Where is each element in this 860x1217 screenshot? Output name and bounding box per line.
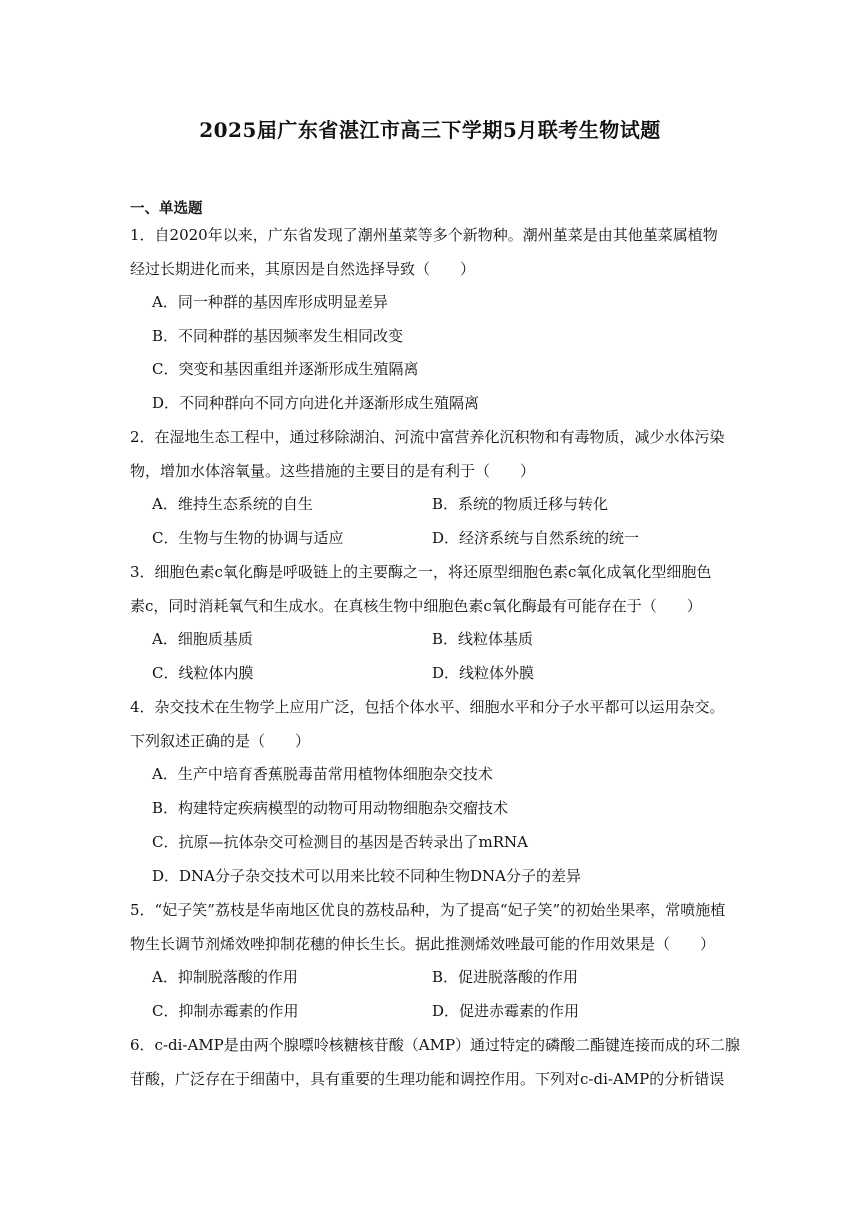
- question-2-option-b: B．系统的物质迁移与转化: [432, 495, 609, 513]
- question-2-stem-line-1: 2．在湿地生态工程中，通过移除湖泊、河流中富营养化沉积物和有毒物质，减少水体污染: [130, 428, 725, 446]
- question-2-option-c: C．生物与生物的协调与适应: [152, 529, 344, 547]
- question-3-option-a: A．细胞质基质: [152, 630, 253, 648]
- question-1-stem-line-1: 1．自2020年以来，广东省发现了潮州堇菜等多个新物种。潮州堇菜是由其他堇菜属植物: [130, 226, 718, 244]
- question-2-stem-line-2: 物，增加水体溶氧量。这些措施的主要目的是有利于（ ）: [130, 462, 536, 480]
- question-6-stem-line-2: 苷酸，广泛存在于细菌中，具有重要的生理功能和调控作用。下列对c-di-AMP的分析错误: [130, 1070, 725, 1088]
- question-2-option-d: D．经济系统与自然系统的统一: [432, 529, 640, 547]
- question-4-option-a: A．生产中培育香蕉脱毒苗常用植物体细胞杂交技术: [152, 765, 493, 783]
- question-5-option-b: B．促进脱落酸的作用: [432, 968, 579, 986]
- question-3-stem-line-1: 3．细胞色素c氧化酶是呼吸链上的主要酶之一，将还原型细胞色素c氧化成氧化型细胞色: [130, 563, 712, 581]
- question-4-option-b: B．构建特定疾病模型的动物可用动物细胞杂交瘤技术: [152, 799, 509, 817]
- question-1-option-b: B．不同种群的基因频率发生相同改变: [152, 327, 404, 345]
- question-4-option-c: C．抗原—抗体杂交可检测目的基因是否转录出了mRNA: [152, 833, 528, 851]
- section-heading: 一、单选题: [130, 200, 203, 217]
- question-3-option-b: B．线粒体基质: [432, 630, 534, 648]
- question-6-stem-line-1: 6．c-di-AMP是由两个腺嘌呤核糖核苷酸（AMP）通过特定的磷酸二酯键连接而成的环二腺: [130, 1036, 741, 1054]
- question-1-option-c: C．突变和基因重组并逐渐形成生殖隔离: [152, 360, 419, 378]
- question-4-stem-line-2: 下列叙述正确的是（ ）: [130, 732, 311, 750]
- question-4-stem-line-1: 4．杂交技术在生物学上应用广泛，包括个体水平、细胞水平和分子水平都可以运用杂交。: [130, 698, 725, 716]
- question-5-stem-line-1: 5．“妃子笑”荔枝是华南地区优良的荔枝品种，为了提高“妃子笑”的初始坐果率，常喷施植: [130, 901, 726, 919]
- question-4-option-d: D．DNA分子杂交技术可以用来比较不同种生物DNA分子的差异: [152, 867, 581, 885]
- page-title: 2025届广东省湛江市高三下学期5月联考生物试题: [199, 118, 661, 142]
- question-5-stem-line-2: 物生长调节剂烯效唑抑制花穗的伸长生长。据此推测烯效唑最可能的作用效果是（ ）: [130, 935, 716, 953]
- question-5-option-c: C．抑制赤霉素的作用: [152, 1002, 299, 1020]
- question-1-option-d: D．不同种群向不同方向进化并逐渐形成生殖隔离: [152, 394, 480, 412]
- question-2-option-a: A．维持生态系统的自生: [152, 495, 313, 513]
- question-5-option-a: A．抑制脱落酸的作用: [152, 968, 298, 986]
- question-5-option-d: D．促进赤霉素的作用: [432, 1002, 580, 1020]
- question-1-option-a: A．同一种群的基因库形成明显差异: [152, 293, 388, 311]
- question-3-stem-line-2: 素c，同时消耗氧气和生成水。在真核生物中细胞色素c氧化酶最有可能存在于（ ）: [130, 597, 702, 615]
- question-1-stem-line-2: 经过长期进化而来，其原因是自然选择导致（ ）: [130, 260, 476, 278]
- question-3-option-c: C．线粒体内膜: [152, 664, 254, 682]
- question-3-option-d: D．线粒体外膜: [432, 664, 535, 682]
